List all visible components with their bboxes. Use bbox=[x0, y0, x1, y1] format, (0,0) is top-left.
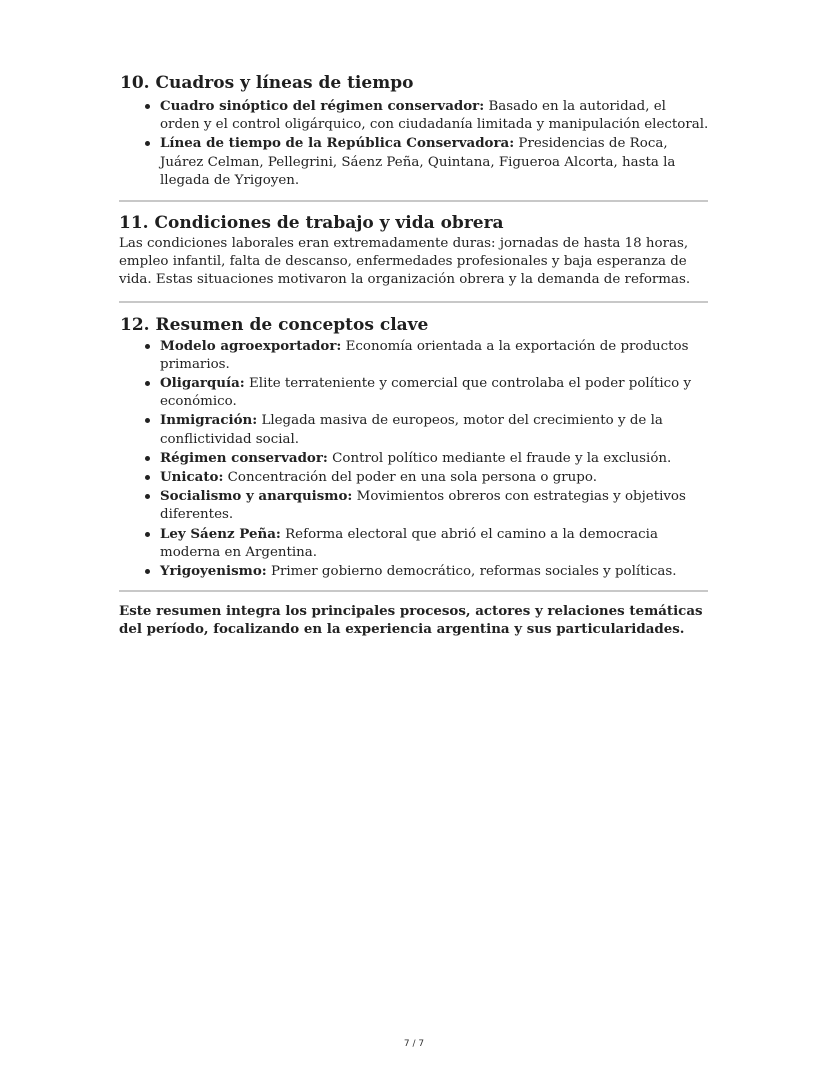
term-label: Inmigración: bbox=[160, 412, 258, 429]
term-label: Ley Sáenz Peña: bbox=[160, 525, 281, 542]
term-description: Presidencias de Roca, Juárez Celman, Pellegrini, Sáenz Peña, Quintana, Figueroa Alcorta, hasta la llegada de Yrigoyen. bbox=[160, 136, 676, 188]
page-number: 7 / 7 bbox=[403, 1039, 425, 1049]
section-paragraph: Las condiciones laborales eran extremadamente duras: jornadas de hasta 18 horas, empleo infantil, falta de descanso, enfermedades profesionales y baja esperanza de vida. Estas situaciones motivaron la organización obrera y la demanda de reformas. bbox=[119, 236, 691, 288]
term-label: Línea de tiempo de la República Conservadora: bbox=[160, 135, 515, 152]
term-description: Concentración del poder en una sola persona o grupo. bbox=[223, 470, 597, 486]
list-item bbox=[160, 487, 709, 524]
term-description: Control político mediante el fraude y la exclusión. bbox=[327, 450, 672, 466]
section-resumen-conceptos bbox=[119, 314, 709, 582]
term-description: Primer gobierno democrático, reformas sociales y políticas. bbox=[266, 564, 677, 580]
section-cuadros-lineas-tiempo bbox=[119, 72, 709, 190]
term-description: Movimientos obreros con estrategias y objetivos diferentes. bbox=[160, 489, 686, 523]
list-item bbox=[160, 97, 709, 134]
bullet-list bbox=[119, 337, 709, 582]
term-label: Oligarquía: bbox=[160, 375, 245, 392]
term-description: Economía orientada a la exportación de productos primarios. bbox=[160, 338, 689, 372]
term-description: Llegada masiva de europeos, motor del crecimiento y de la conflictividad social. bbox=[160, 413, 663, 447]
section-divider bbox=[119, 200, 708, 202]
term-description: Elite terrateniente y comercial que controlaba el poder político y económico. bbox=[160, 376, 692, 410]
list-item bbox=[160, 449, 709, 468]
section-divider bbox=[119, 590, 708, 592]
term-description: Basado en la autoridad, el orden y el control oligárquico, con ciudadanía limitada y manipulación electoral. bbox=[160, 99, 709, 133]
term-label: Socialismo y anarquismo: bbox=[160, 488, 353, 505]
term-description: Reforma electoral que abrió el camino a la democracia moderna en Argentina. bbox=[160, 526, 658, 560]
list-item bbox=[160, 411, 709, 448]
list-item bbox=[160, 337, 709, 374]
term-label: Yrigoyenismo: bbox=[160, 563, 267, 580]
closing-summary: Este resumen integra los principales procesos, actores y relaciones temáticas del período, focalizando en la experiencia argentina y sus particularidades. bbox=[119, 603, 703, 638]
list-item bbox=[160, 134, 709, 190]
term-label: Régimen conservador: bbox=[160, 449, 328, 466]
list-item bbox=[160, 374, 709, 411]
list-item bbox=[160, 525, 709, 562]
section-heading: 10. Cuadros y líneas de tiempo bbox=[120, 73, 414, 93]
section-divider bbox=[119, 301, 708, 303]
section-heading: 12. Resumen de conceptos clave bbox=[120, 314, 429, 335]
document-page bbox=[119, 72, 709, 639]
list-item bbox=[160, 468, 709, 487]
term-label: Modelo agroexportador: bbox=[160, 337, 342, 354]
section-heading: 11. Condiciones de trabajo y vida obrera bbox=[119, 213, 504, 234]
list-item bbox=[160, 562, 709, 581]
section-condiciones-trabajo bbox=[119, 212, 709, 290]
bullet-list bbox=[119, 97, 709, 190]
term-label: Cuadro sinóptico del régimen conservador: bbox=[160, 98, 485, 114]
term-label: Unicato: bbox=[160, 469, 224, 486]
